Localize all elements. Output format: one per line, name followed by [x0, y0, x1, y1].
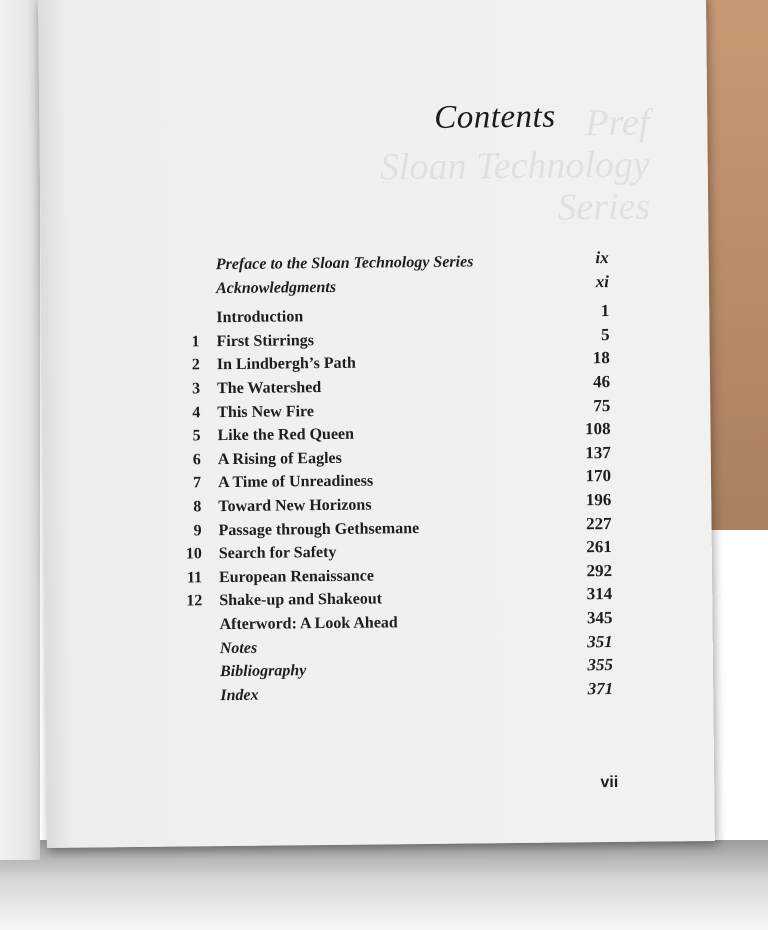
entry-title: Like the Red Queen: [217, 425, 355, 445]
entry-page-number: 1: [600, 301, 610, 321]
entry-page-number: 108: [584, 419, 611, 439]
chapter-number: 1: [191, 333, 200, 351]
chapter-number: 9: [193, 521, 202, 539]
entry-title: Notes: [219, 639, 258, 657]
entry-page-number: 292: [586, 560, 613, 581]
entry-title: First Stirrings: [216, 331, 314, 350]
entry-page-number: 261: [586, 537, 612, 557]
table-of-contents: [41, 248, 714, 712]
entry-page-number: 46: [592, 372, 611, 392]
chapter-number: 10: [185, 545, 202, 563]
entry-title: In Lindbergh’s Path: [216, 355, 356, 374]
chapter-number: 5: [192, 427, 201, 445]
entry-page-number: 75: [593, 395, 611, 415]
chapter-number: 7: [192, 474, 202, 492]
entry-title: Preface to the Sloan Technology Series: [215, 253, 474, 274]
chapter-number: 2: [191, 356, 200, 374]
entry-title: Passage through Gethsemane: [218, 519, 420, 539]
entry-page-number: 170: [585, 466, 612, 486]
chapter-number: 8: [193, 498, 202, 516]
left-page-edge: [0, 0, 40, 860]
entry-title: Toward New Horizons: [218, 496, 372, 516]
entry-page-number: 371: [587, 678, 614, 698]
entry-title: Index: [220, 686, 259, 704]
entry-title: Afterword: A Look Ahead: [219, 614, 398, 634]
entry-title: Bibliography: [219, 662, 307, 681]
entry-page-number: 345: [586, 607, 613, 628]
entry-title: This New Fire: [217, 402, 315, 421]
entry-title: The Watershed: [216, 379, 322, 398]
entry-page-number: 355: [587, 655, 614, 675]
entry-title: Acknowledgments: [215, 278, 337, 297]
entry-title: Search for Safety: [218, 544, 337, 563]
book-page: [38, 0, 715, 848]
chapter-number: 12: [186, 592, 203, 610]
entry-title: European Renaissance: [218, 567, 374, 586]
entry-page-number: 314: [586, 584, 613, 604]
chapter-number: 11: [186, 569, 203, 587]
table-shadow: [0, 840, 768, 930]
entry-page-number: xi: [595, 271, 610, 291]
entry-page-number: 227: [585, 513, 612, 533]
chapter-number: 3: [191, 380, 201, 398]
entry-title: A Time of Unreadiness: [217, 472, 374, 492]
chapter-number: 6: [192, 451, 201, 469]
entry-title: Shake-up and Shakeout: [219, 590, 383, 610]
entry-page-number: 5: [600, 324, 610, 344]
entry-title: A Rising of Eagles: [217, 449, 342, 468]
entry-title: Introduction: [216, 308, 304, 327]
page-number: vii: [600, 773, 619, 792]
entry-page-number: 137: [585, 442, 611, 463]
chapter-number: 4: [192, 403, 201, 421]
bleed-through-text: Pref Sloan Technology Series: [379, 101, 651, 229]
entry-page-number: 196: [585, 489, 612, 510]
entry-page-number: ix: [595, 248, 609, 268]
entry-page-number: 351: [587, 631, 613, 651]
page-title: Contents: [434, 98, 556, 136]
entry-page-number: 18: [592, 348, 610, 368]
